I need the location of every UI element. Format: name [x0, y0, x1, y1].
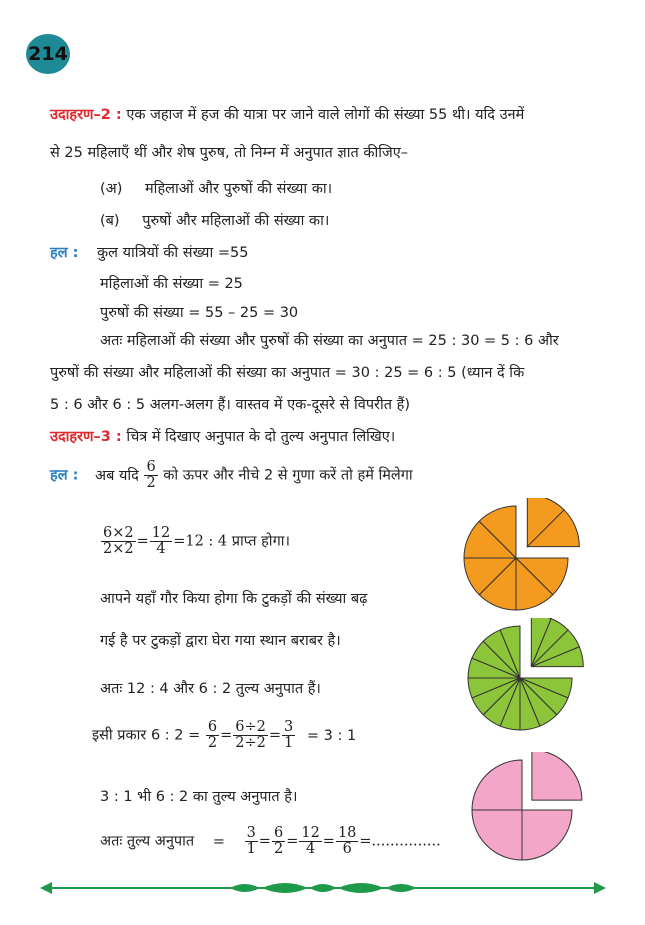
sim-frac2 — [233, 720, 268, 751]
eq1-ratio: =12 : 4 — [173, 533, 228, 550]
final-frac2-den: 2 — [273, 841, 284, 858]
orange-pie-illustration — [458, 498, 588, 618]
solution2-line6: 5 : 6 और 6 : 5 अलग-अलग हैं। वास्तव में एक-दूसरे से विपरीत हैं) — [50, 397, 410, 413]
eq1-frac2-num: 12 — [151, 525, 171, 541]
final-frac4-num: 18 — [337, 825, 357, 841]
similar-text: इसी प्रकार 6 : 2 = — [92, 727, 201, 744]
sim-frac2-den: 2÷2 — [235, 735, 266, 752]
example3-line — [50, 426, 395, 446]
page-number-badge — [26, 34, 70, 74]
sim-frac2-num: 6÷2 — [235, 719, 266, 735]
sim-eq-b: = — [268, 727, 282, 744]
solution2-label: हल : — [50, 245, 79, 261]
eq1-frac1 — [101, 526, 136, 557]
eq1-frac1-num: 6×2 — [103, 525, 134, 541]
final-dots: =............... — [359, 833, 441, 850]
example3-text: चित्र में दिखाए अनुपात के दो तुल्य अनुपात लिखिए। — [126, 429, 396, 445]
final-frac3 — [299, 826, 321, 857]
option-b — [100, 210, 329, 230]
example2-line2: से 25 महिलाएँ थीं और शेष पुरुष, तो निम्न में अनुपात ज्ञात कीजिए– — [50, 145, 409, 161]
final-frac1-den: 1 — [246, 841, 256, 858]
sim-end: = 3 : 1 — [306, 727, 357, 744]
similar-equation — [92, 720, 356, 751]
pink-pie-slice — [472, 810, 522, 860]
final-eq-c: = — [322, 833, 335, 850]
eq1-text: प्राप्त होगा। — [231, 533, 290, 550]
solution3-label: हल : — [50, 467, 79, 484]
example2-line1 — [50, 104, 524, 124]
page-number: 214 — [28, 43, 68, 65]
solution2-text1: कुल यात्रियों की संख्या =55 — [97, 245, 249, 261]
note-line2: गई है पर टुकड़ों द्वारा घेरा गया स्थान बराबर है। — [100, 633, 341, 649]
option-b-text: पुरुषों और महिलाओं की संख्या का। — [142, 213, 330, 229]
solution2-line5: पुरुषों की संख्या और महिलाओं की संख्या का अनुपात = 30 : 25 = 6 : 5 (ध्यान दें कि — [50, 365, 525, 381]
final-frac3-num: 12 — [301, 825, 320, 841]
solution2-line2: महिलाओं की संख्या = 25 — [100, 276, 243, 292]
sim-eq-a: = — [220, 727, 233, 744]
eq1-frac2 — [150, 526, 172, 557]
final-frac3-den: 4 — [305, 841, 316, 858]
solution2-line3: पुरुषों की संख्या = 55 – 25 = 30 — [100, 305, 299, 321]
sim-frac1 — [206, 720, 219, 751]
final-frac1-num: 3 — [246, 825, 256, 841]
intro-fraction-num: 6 — [146, 459, 156, 475]
intro-fraction — [144, 460, 157, 491]
line-31: 3 : 1 भी 6 : 2 का तुल्य अनुपात है। — [100, 789, 298, 805]
option-b-marker: (ब) — [100, 213, 120, 229]
option-a — [100, 178, 332, 198]
solution3-intro-after: को ऊपर और नीचे 2 से गुणा करें तो हमें मिलेगा — [163, 467, 413, 484]
pink-pie-slice — [522, 810, 572, 860]
example2-label: उदाहरण–2 : — [50, 107, 122, 123]
final-equation — [100, 826, 441, 857]
final-frac4 — [336, 826, 358, 857]
final-text: अतः तुल्य अनुपात — [100, 833, 195, 850]
solution3-intro — [50, 460, 413, 491]
pink-pie-illustration — [468, 752, 588, 864]
bottom-border-ornament — [40, 876, 606, 900]
final-frac1 — [245, 826, 258, 857]
equiv-line: अतः 12 : 4 और 6 : 2 तुल्य अनुपात हैं। — [100, 681, 321, 697]
eq1-frac1-den: 2×2 — [103, 541, 134, 558]
final-frac2-num: 6 — [273, 825, 284, 841]
equation-1 — [100, 526, 290, 557]
example3-label: उदाहरण–3 : — [50, 429, 122, 445]
pink-pie-slice — [472, 760, 522, 810]
final-frac2 — [272, 826, 285, 857]
solution2-line4: अतः महिलाओं की संख्या और पुरुषों की संख्या का अनुपात = 25 : 30 = 5 : 6 और — [100, 333, 559, 349]
final-eq-b: = — [286, 833, 299, 850]
solution3-intro-before: अब यदि — [95, 467, 139, 484]
sim-frac3 — [282, 720, 295, 751]
green-pie-illustration — [462, 618, 592, 738]
option-a-marker: (अ) — [100, 181, 123, 197]
final-eq-a: = — [258, 833, 271, 850]
note-line1: आपने यहाँ गौर किया होगा कि टुकड़ों की संख्या बढ़ — [100, 591, 368, 607]
sim-frac3-num: 3 — [284, 719, 294, 735]
solution2-line1 — [50, 242, 248, 262]
sim-frac1-den: 2 — [207, 735, 218, 752]
final-equals: = — [212, 833, 225, 850]
sim-frac3-den: 1 — [284, 735, 294, 752]
option-a-text: महिलाओं और पुरुषों की संख्या का। — [145, 181, 333, 197]
eq1-equals: = — [136, 533, 149, 550]
pink-pie-slice — [532, 752, 582, 800]
intro-fraction-den: 2 — [146, 475, 156, 492]
example2-text1: एक जहाज में हज की यात्रा पर जाने वाले लोगों की संख्या 55 थी। यदि उनमें — [126, 107, 525, 123]
sim-frac1-num: 6 — [207, 719, 218, 735]
eq1-frac2-den: 4 — [156, 541, 166, 558]
final-frac4-den: 6 — [342, 841, 352, 858]
